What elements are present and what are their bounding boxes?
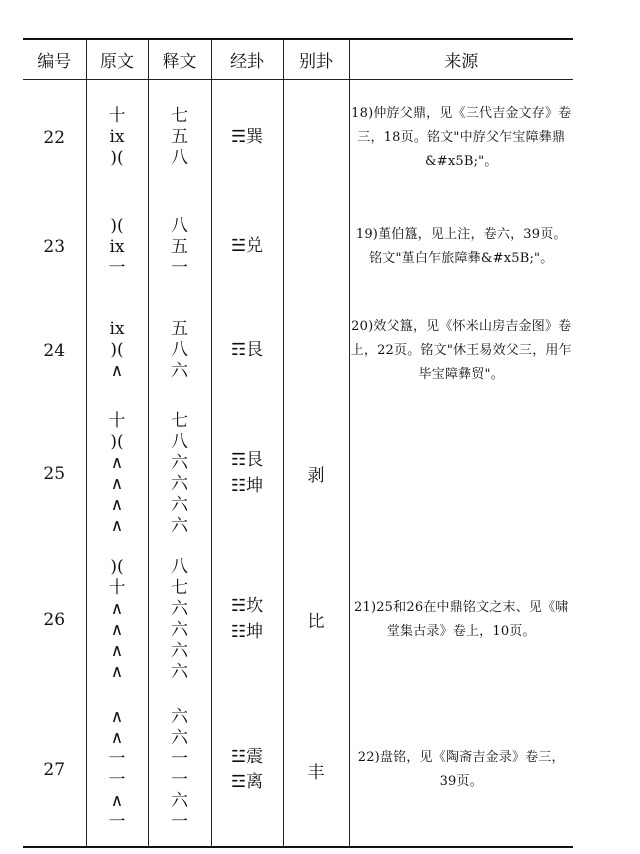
trigram-label: ☷坤 bbox=[230, 475, 264, 496]
reading-number: 六 bbox=[171, 473, 188, 494]
trigram-cell bbox=[211, 299, 283, 403]
original-glyph: ∧ bbox=[110, 728, 124, 748]
row-number: 24 bbox=[23, 299, 86, 403]
original-glyph: 十 bbox=[108, 410, 126, 431]
hexagram-table bbox=[23, 38, 573, 848]
row-number: 22 bbox=[23, 80, 86, 196]
original-glyph: )( bbox=[110, 215, 124, 236]
original-glyph: ⅸ bbox=[109, 319, 125, 339]
reading-number: 一 bbox=[171, 770, 188, 790]
original-glyph: )( bbox=[110, 340, 124, 360]
original-glyphs bbox=[86, 403, 148, 545]
row-number: 26 bbox=[23, 545, 86, 695]
original-glyph: )( bbox=[110, 148, 124, 169]
reading-number: 五 bbox=[171, 127, 188, 148]
reading-number: 八 bbox=[171, 148, 188, 169]
original-glyph: ∧ bbox=[110, 494, 124, 515]
reading-number: 八 bbox=[171, 340, 188, 360]
original-glyphs bbox=[86, 196, 148, 299]
source-cell bbox=[349, 80, 573, 196]
source-cell bbox=[349, 299, 573, 403]
original-glyph: ∧ bbox=[110, 598, 124, 619]
original-glyph: ∧ bbox=[110, 640, 124, 661]
trigram-label: ☵坎 bbox=[230, 596, 264, 616]
reading-number: 六 bbox=[171, 619, 188, 640]
row-number: 25 bbox=[23, 403, 86, 545]
hexagram-cell bbox=[283, 299, 349, 403]
original-glyph: 一 bbox=[108, 257, 126, 278]
original-glyph: ⅸ bbox=[109, 127, 125, 148]
reading-number: 六 bbox=[171, 452, 188, 473]
original-glyphs bbox=[86, 545, 148, 695]
original-glyph: 十 bbox=[108, 106, 126, 127]
reading-number: 一 bbox=[171, 257, 188, 278]
reading-number: 六 bbox=[171, 598, 188, 619]
source-cell bbox=[349, 196, 573, 299]
original-glyph: ∧ bbox=[110, 473, 124, 494]
hexagram-cell: 剥 bbox=[283, 403, 349, 545]
source-cell bbox=[349, 695, 573, 847]
original-glyph: ∧ bbox=[110, 452, 124, 473]
source-cell bbox=[349, 403, 573, 545]
original-glyphs bbox=[86, 299, 148, 403]
original-glyph: ∧ bbox=[110, 361, 124, 381]
table-row bbox=[23, 403, 573, 545]
original-glyphs bbox=[86, 80, 148, 196]
header-interpretation: 释文 bbox=[148, 39, 211, 80]
original-glyph: ∧ bbox=[110, 619, 124, 640]
header-trigram: 经卦 bbox=[211, 39, 283, 80]
trigram-cell bbox=[211, 80, 283, 196]
source-text: 19)堇伯簋，见上注，卷六，39页。铭文"堇白乍旅障彝&#x5B;"。 bbox=[355, 227, 567, 266]
reading-number: 六 bbox=[171, 728, 188, 748]
reading-numbers bbox=[148, 196, 211, 299]
reading-numbers bbox=[148, 695, 211, 847]
table-row bbox=[23, 299, 573, 403]
source-text: 22)盘铭，见《陶斋吉金录》卷三，39页。 bbox=[357, 750, 565, 789]
original-glyph: ∧ bbox=[110, 661, 124, 682]
table-row bbox=[23, 80, 573, 196]
trigram-cell bbox=[211, 403, 283, 545]
reading-number: 八 bbox=[171, 431, 188, 452]
trigram-cell bbox=[211, 695, 283, 847]
trigram-label: ☲离 bbox=[230, 772, 264, 792]
reading-number: 六 bbox=[171, 791, 188, 811]
trigram-label: ☳震 bbox=[230, 746, 264, 767]
source-text: 21)25和26在中鼎铭文之末、见《啸堂集古录》卷上，10页。 bbox=[354, 599, 569, 639]
original-glyph: ⅸ bbox=[109, 236, 125, 257]
trigram-cell bbox=[211, 545, 283, 695]
original-glyph: 一 bbox=[108, 749, 126, 769]
reading-number: 七 bbox=[171, 577, 188, 598]
trigram-label: ☶艮 bbox=[230, 450, 264, 470]
reading-number: 六 bbox=[171, 494, 188, 515]
reading-number: 五 bbox=[171, 319, 188, 339]
hexagram-cell: 比 bbox=[283, 545, 349, 695]
original-glyph: ∧ bbox=[110, 791, 124, 811]
original-glyph: )( bbox=[110, 431, 124, 452]
reading-numbers bbox=[148, 545, 211, 695]
source-text: 20)效父簋，见《怀米山房吉金图》卷上，22页。铭文"休王易效父三，用乍毕宝障彝贸"。 bbox=[350, 318, 572, 382]
source-text: 18)仲斿父鼎，见《三代吉金文存》卷三，18页。铭文"中斿父乍宝障彝鼎&#x5B;"。 bbox=[351, 105, 572, 169]
hexagram-cell: 丰 bbox=[283, 695, 349, 847]
trigram-cell bbox=[211, 196, 283, 299]
hexagram-cell bbox=[283, 80, 349, 196]
reading-number: 六 bbox=[171, 515, 188, 536]
reading-numbers bbox=[148, 80, 211, 196]
reading-numbers bbox=[148, 299, 211, 403]
reading-number: 七 bbox=[171, 106, 188, 127]
original-glyphs bbox=[86, 695, 148, 847]
reading-number: 一 bbox=[171, 749, 188, 769]
row-number: 27 bbox=[23, 695, 86, 847]
original-glyph: ∧ bbox=[110, 707, 124, 727]
reading-number: 六 bbox=[171, 661, 188, 682]
row-number: 23 bbox=[23, 196, 86, 299]
reading-number: 六 bbox=[171, 361, 188, 381]
hexagram-cell bbox=[283, 196, 349, 299]
original-glyph: )( bbox=[110, 556, 124, 577]
table-row bbox=[23, 196, 573, 299]
reading-number: 八 bbox=[171, 215, 188, 236]
trigram-label: ☷坤 bbox=[230, 621, 264, 642]
original-glyph: ∧ bbox=[110, 515, 124, 536]
reading-number: 七 bbox=[171, 410, 188, 431]
trigram-label: ☱兑 bbox=[230, 236, 264, 257]
original-glyph: 一 bbox=[108, 770, 126, 790]
header-source: 来源 bbox=[349, 39, 573, 80]
trigram-label: ☴巽 bbox=[230, 127, 264, 147]
reading-number: 一 bbox=[171, 812, 188, 832]
reading-numbers bbox=[148, 403, 211, 545]
original-glyph: 一 bbox=[108, 812, 126, 832]
header-row bbox=[23, 39, 573, 80]
reading-number: 六 bbox=[171, 707, 188, 727]
header-number: 编号 bbox=[23, 39, 86, 80]
header-hexagram: 别卦 bbox=[283, 39, 349, 80]
original-glyph: 十 bbox=[108, 577, 126, 598]
table-row bbox=[23, 695, 573, 847]
reading-number: 五 bbox=[171, 236, 188, 257]
source-cell bbox=[349, 545, 573, 695]
reading-number: 八 bbox=[171, 556, 188, 577]
table-row bbox=[23, 545, 573, 695]
header-original-text: 原文 bbox=[86, 39, 148, 80]
trigram-label: ☶艮 bbox=[230, 339, 264, 360]
reading-number: 六 bbox=[171, 640, 188, 661]
